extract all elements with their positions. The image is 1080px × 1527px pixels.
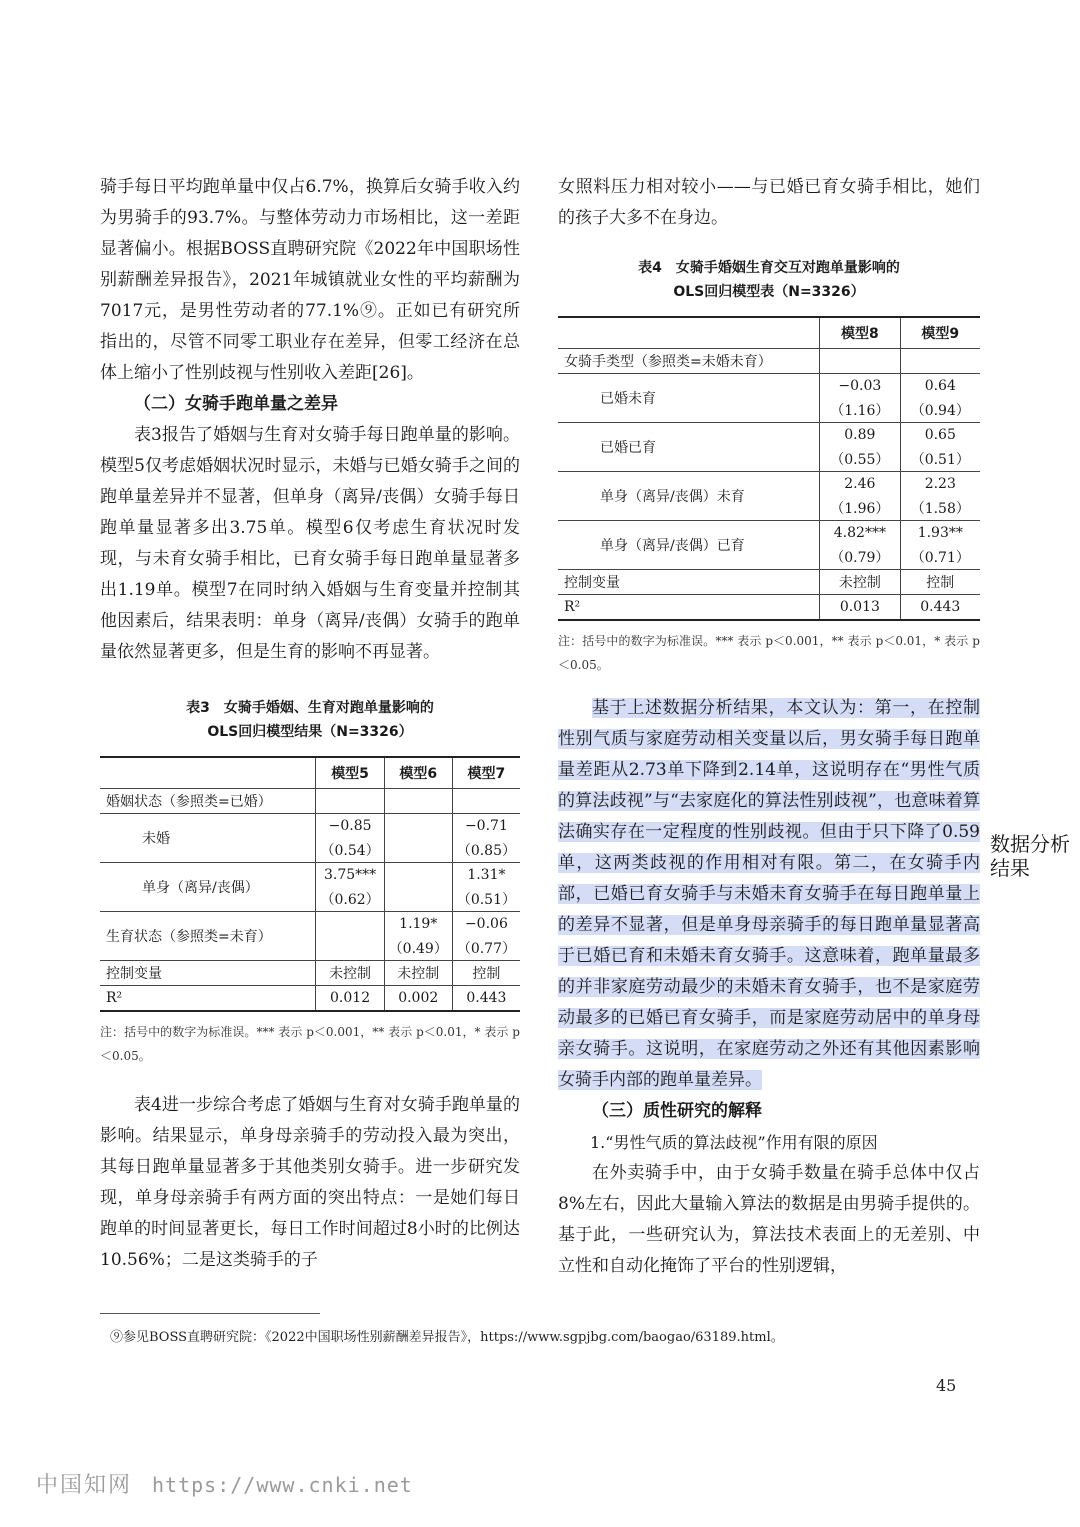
table-row: 单身（离异/丧偶）未育 2.46 2.23: [558, 472, 980, 497]
table-header-cell: 模型5: [316, 757, 384, 789]
table-title: OLS回归模型结果（N=3326）: [207, 724, 413, 740]
footnote: ⑨参见BOSS直聘研究院：《2022中国职场性别薪酬差异报告》，https://www.sgpjbg.com/baogao/63189.html。: [110, 1330, 784, 1345]
table-note: 注：括号中的数字为标准误。*** 表示 p＜0.001，** 表示 p＜0.01，* 表示 p＜0.05。: [100, 1025, 520, 1063]
table-title: 表3 女骑手婚姻、生育对跑单量影响的: [186, 700, 434, 716]
page-number: 45: [936, 1376, 957, 1395]
table-row: 控制变量 未控制 控制: [558, 570, 980, 595]
subsection-heading: 1.“男性气质的算法歧视”作用有限的原因: [590, 1133, 878, 1152]
watermark: [36, 1468, 413, 1499]
regression-table: [100, 756, 520, 1012]
table-row: R² 0.013 0.443: [558, 595, 980, 621]
text-highlight: 基于上述数据分析结果，本文认为：第一，在控制性别气质与家庭劳动相关变量以后，男女骑手每日跑单量差距从2.73单下降到2.14单，这说明存在“男性气质的算法歧视”与“去家庭化的算法性别歧视”，也意味着算法确实存在一定程度的性别歧视。但由于只下降了0.59单，这两类歧视的作用相对有限。第二，在女骑手内部，已婚已育女骑手与未婚未育女骑手在每日跑单量上的差异不显著，但是单身母亲骑手的每日跑单量显著高于已婚已育和未婚未育女骑手。这意味着，跑单量最多的并非家庭劳动最少的未婚未育女骑手，也不是家庭劳动最多的已婚已育女骑手，而是家庭劳动居中的单身母亲女骑手。这说明，在家庭劳动之外还有其他因素影响女骑手内部的跑单量差异。: [558, 698, 980, 1090]
table-row: （1.96） （1.58）: [558, 496, 980, 521]
table-row: 单身（离异/丧偶） 3.75*** 1.31*: [100, 863, 520, 888]
table-header-cell: 模型6: [384, 757, 452, 789]
watermark-site: 中国知网: [36, 1473, 133, 1498]
table-row: 婚姻状态（参照类=已婚）: [100, 789, 520, 814]
paragraph: 在外卖骑手中，由于女骑手数量在骑手总体中仅占8%左右，因此大量输入算法的数据是由男骑手提供的。基于此，一些研究认为，算法技术表面上的无差别、中立性和自动化掩饰了平台的性别逻辑，: [558, 1163, 980, 1276]
table-header-cell: 模型8: [820, 317, 900, 349]
right-column: [558, 172, 980, 1282]
table-row: （0.79） （0.71）: [558, 545, 980, 570]
table-row: （0.55） （0.51）: [558, 447, 980, 472]
paragraph: 表4进一步综合考虑了婚姻与生育对女骑手跑单量的影响。结果显示，单身母亲骑手的劳动投入最为突出，其每日跑单量显著多于其他类别女骑手。进一步研究发现，单身母亲骑手有两方面的突出特点：一是她们每日跑单的时间显著更长，每日工作时间超过8小时的比例达10.56%；二是这类骑手的子: [100, 1095, 520, 1270]
table-row: （0.54） （0.85）: [100, 838, 520, 863]
table-row: R² 0.012 0.002 0.443: [100, 986, 520, 1012]
paragraph: 女照料压力相对较小——与已婚已育女骑手相比，她们的孩子大多不在身边。: [558, 177, 980, 228]
table4: [558, 256, 980, 677]
watermark-url: https://www.cnki.net: [152, 1473, 413, 1497]
table-row: 单身（离异/丧偶）已育 4.82*** 1.93**: [558, 521, 980, 546]
table-header-cell: [100, 757, 316, 789]
section-heading: （三）质性研究的解释: [592, 1101, 762, 1121]
table-row: （1.16） （0.94）: [558, 398, 980, 423]
table-row: （0.62） （0.51）: [100, 887, 520, 912]
table-row: 控制变量 未控制 未控制 控制: [100, 961, 520, 986]
table-title: 表4 女骑手婚姻生育交互对跑单量影响的: [638, 260, 900, 276]
margin-annotation: 数据分析结果: [990, 832, 1070, 880]
regression-table: [558, 316, 980, 621]
table-header-cell: 模型9: [900, 317, 980, 349]
table-row: （0.49） （0.77）: [100, 936, 520, 961]
table-title: OLS回归模型表（N=3326）: [673, 284, 865, 300]
table-note: 注：括号中的数字为标准误。*** 表示 p＜0.001，** 表示 p＜0.01，* 表示 p＜0.05。: [558, 634, 980, 672]
footnote-divider: [100, 1313, 320, 1314]
section-heading: （二）女骑手跑单量之差异: [134, 394, 338, 414]
table-row: 未婚 −0.85 −0.71: [100, 814, 520, 839]
table-header-cell: [558, 317, 820, 349]
highlighted-paragraph: [558, 693, 980, 1096]
paragraph: 表3报告了婚姻与生育对女骑手每日跑单量的影响。模型5仅考虑婚姻状况时显示，未婚与已婚女骑手之间的跑单量差异并不显著，但单身（离异/丧偶）女骑手每日跑单量显著多出3.75单。模型6仅考虑生育状况时发现，与未育女骑手相比，已育女骑手每日跑单量显著多出1.19单。模型7在同时纳入婚姻与生育变量并控制其他因素后，结果表明：单身（离异/丧偶）女骑手的跑单量依然显著更多，但是生育的影响不再显著。: [100, 425, 520, 662]
table-row: 女骑手类型（参照类=未婚未育）: [558, 349, 980, 374]
table-row: 已婚未育 −0.03 0.64: [558, 374, 980, 399]
left-column: [100, 172, 520, 1276]
paragraph: 骑手每日平均跑单量中仅占6.7%，换算后女骑手收入约为男骑手的93.7%。与整体劳动力市场相比，这一差距显著偏小。根据BOSS直聘研究院《2022年中国职场性别薪酬差异报告》，2021年城镇就业女性的平均薪酬为7017元，是男性劳动者的77.1%⑨。正如已有研究所指出的，尽管不同零工职业存在差异，但零工经济在总体上缩小了性别歧视与性别收入差距[26]。: [100, 177, 520, 383]
table-header-cell: 模型7: [452, 757, 520, 789]
table-row: 生育状态（参照类=未育） 1.19* −0.06: [100, 912, 520, 937]
table3: [100, 696, 520, 1068]
table-row: 已婚已育 0.89 0.65: [558, 423, 980, 448]
